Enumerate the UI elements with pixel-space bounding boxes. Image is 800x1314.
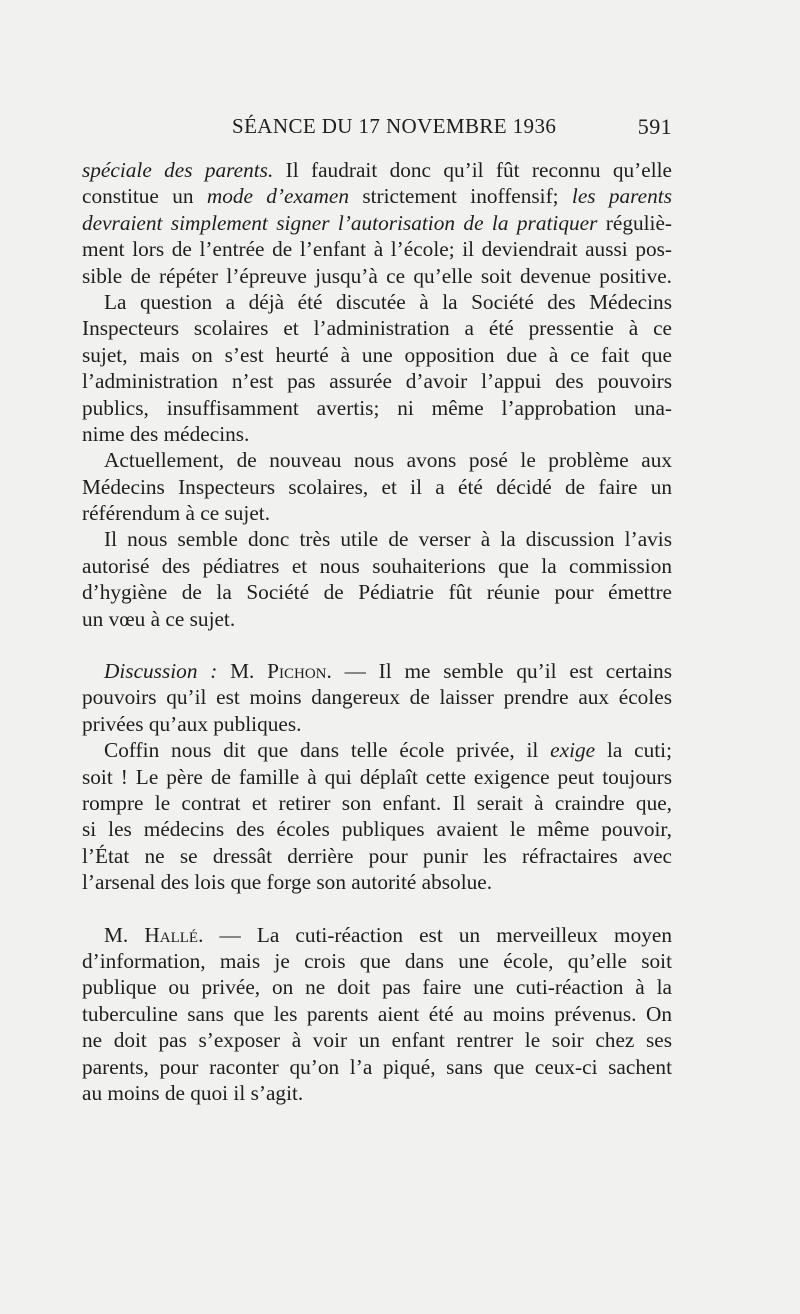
text-line: ne doit pas s’exposer à voir un enfant rentrer le soir chez ses [82, 1028, 672, 1053]
text-line: publics, insuffisamment avertis; ni même l’approbation una- [82, 395, 672, 420]
speaker-name: Pichon [267, 659, 327, 684]
text-run: . — Il me semble qu’il est certains [326, 659, 672, 684]
text-line: référendum à ce sujet. [82, 501, 271, 526]
text-run: strictement inoffensif; [349, 184, 572, 209]
text-run: constitue un [82, 184, 207, 209]
text-line: l’administration n’est pas assurée d’avoir l’appui des pouvoirs [82, 369, 672, 394]
text-line [82, 922, 672, 948]
speaker-name: Hallé [144, 922, 199, 947]
text-run: réguliè- [597, 210, 672, 235]
italic-run: mode d’examen [206, 184, 350, 209]
text-line: ment lors de l’entrée de l’enfant à l’école; il deviendrait aussi pos- [82, 237, 672, 262]
italic-run: devraient simplement signer l’autorisation de la pratiquer [82, 210, 598, 235]
text-line: autorisé des pédiatres et nous souhaiterions que la commission [82, 553, 672, 578]
text-line [82, 658, 672, 684]
italic-run: les parents [571, 184, 672, 209]
text-run: M. [104, 922, 145, 947]
italic-run: exige [550, 738, 596, 763]
text-run: . — La cuti-réaction est un merveilleux moyen [198, 922, 672, 947]
text-line: au moins de quoi il s’agit. [82, 1080, 304, 1105]
text-line: soit ! Le père de famille à qui déplaît cette exigence peut toujours [82, 764, 672, 789]
running-header [82, 114, 672, 144]
discussion-label: Discussion : [104, 659, 218, 684]
text-line: sujet, mais on s’est heurté à une opposition due à ce fait que [82, 342, 672, 367]
text-line: pouvoirs qu’il est moins dangereux de laisser prendre aux écoles [82, 685, 672, 710]
text-line: Médecins Inspecteurs scolaires, et il a été décidé de faire un [82, 474, 672, 499]
text-line [82, 210, 672, 236]
text-line: nime des médecins. [82, 421, 250, 446]
text-run: M. [217, 659, 268, 684]
text-line: privées qu’aux publiques. [82, 711, 302, 736]
text-line: d’information, mais je crois que dans une école, qu’elle soit [82, 948, 672, 973]
text-line: d’hygiène de la Société de Pédiatrie fût réunie pour émettre [82, 580, 672, 605]
text-run: Il faudrait donc qu’il fût reconnu qu’elle [273, 158, 672, 182]
text-line: l’arsenal des lois que forge son autorité absolue. [82, 870, 493, 895]
text-line: La question a déjà été discutée à la Société des Médecins [104, 289, 672, 314]
text-line: l’État ne se dressât derrière pour punir les réfractaires avec [82, 843, 672, 868]
text-line: rompre le contrat et retirer son enfant. Il serait à craindre que, [82, 790, 672, 815]
page-number: 591 [637, 114, 672, 139]
text-line: si les médecins des écoles publiques avaient le même pouvoir, [82, 817, 672, 842]
text-line [82, 157, 672, 183]
paragraph-gap [82, 632, 672, 658]
text-line: Actuellement, de nouveau nous avons posé le problème aux [104, 448, 672, 473]
running-title: SÉANCE DU 17 NOVEMBRE 1936 [232, 114, 557, 138]
text-line [82, 737, 672, 763]
text-line: sible de répéter l’épreuve jusqu’à ce qu’elle soit devenue positive. [82, 263, 672, 288]
text-run: Coffin nous dit que dans telle école privée, il [104, 738, 551, 763]
text-line: tuberculine sans que les parents aient été au moins prévenus. On [82, 1001, 672, 1026]
italic-run: spéciale des parents. [82, 158, 274, 182]
text-line: parents, pour raconter qu’on l’a piqué, sans que ceux-ci sachent [82, 1054, 672, 1079]
text-run: la cuti; [595, 738, 672, 763]
body-text [82, 157, 672, 1106]
text-line: Inspecteurs scolaires et l’administration a été pressentie à ce [82, 316, 672, 341]
text-line: publique ou privée, on ne doit pas faire une cuti-réaction à la [82, 975, 672, 1000]
text-line: un vœu à ce sujet. [82, 606, 236, 631]
paragraph-gap [82, 896, 672, 922]
text-line: Il nous semble donc très utile de verser à la discussion l’avis [104, 527, 672, 552]
text-line [82, 183, 672, 209]
